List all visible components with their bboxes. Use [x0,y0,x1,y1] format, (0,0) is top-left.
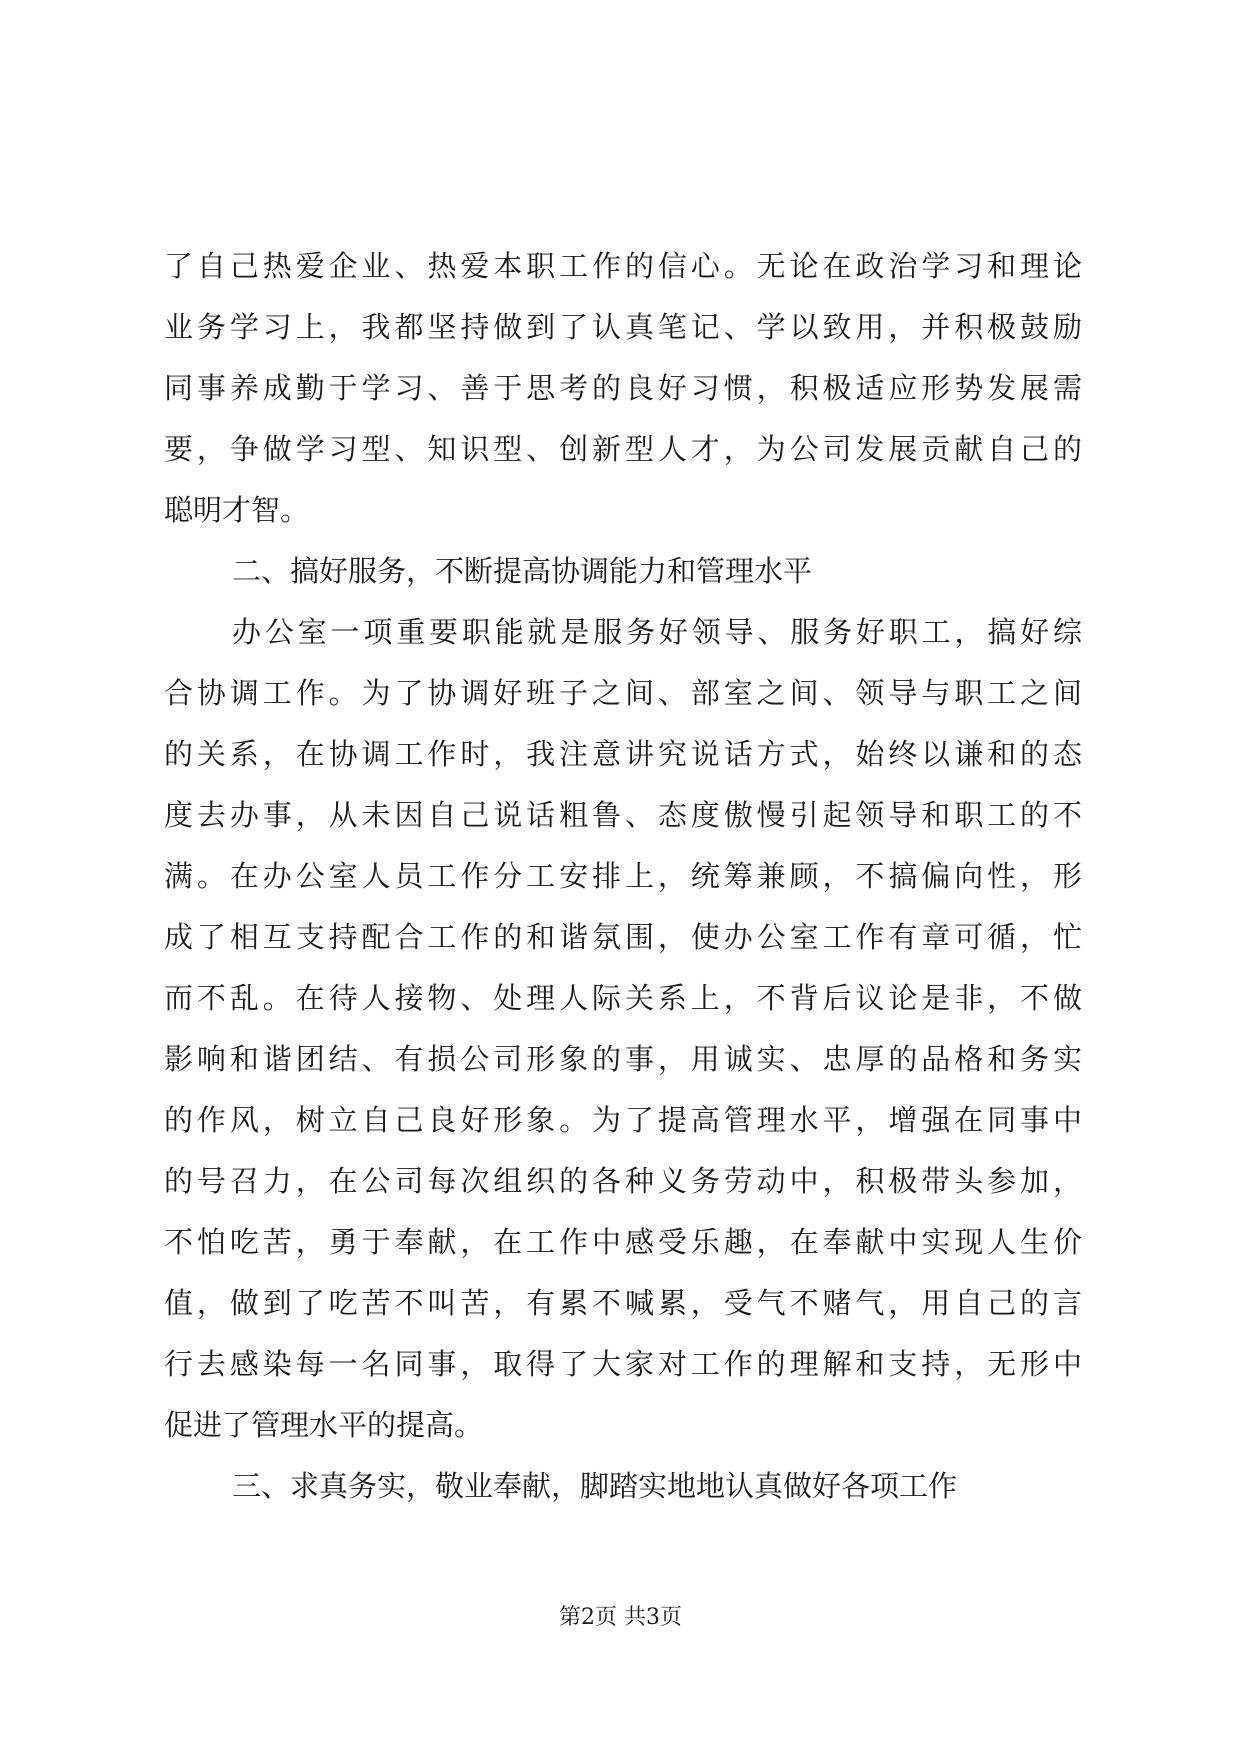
paragraph-line: 影响和谐团结、有损公司形象的事，用诚实、忠厚的品格和务实 [164,1042,1082,1076]
paragraph-line: 的号召力，在公司每次组织的各种义务劳动中，积极带头参加， [164,1164,1082,1198]
paragraph-line: 的作风，树立自己良好形象。为了提高管理水平，增强在同事中 [164,1103,1082,1137]
paragraph-line: 行去感染每一名同事，取得了大家对工作的理解和支持，无形中 [164,1347,1082,1381]
paragraph-line: 聪明才智。 [164,493,310,527]
paragraph-line: 不怕吃苦，勇于奉献，在工作中感受乐趣，在奉献中实现人生价 [164,1225,1082,1259]
paragraph-line: 成了相互支持配合工作的和谐氛围，使办公室工作有章可循，忙 [164,920,1082,954]
paragraph-line: 的关系，在协调工作时，我注意讲究说话方式，始终以谦和的态 [164,737,1082,771]
paragraph-line: 值，做到了吃苦不叫苦，有累不喊累，受气不赌气，用自己的言 [164,1286,1082,1320]
paragraph-line: 而不乱。在待人接物、处理人际关系上，不背后议论是非，不做 [164,981,1082,1015]
paragraph-line: 满。在办公室人员工作分工安排上，统筹兼顾，不搞偏向性，形 [164,859,1082,893]
document-body [164,236,1082,1517]
paragraph-line: 业务学习上，我都坚持做到了认真笔记、学以致用，并积极鼓励 [164,310,1082,344]
paragraph-line: 度去办事，从未因自己说话粗鲁、态度傲慢引起领导和职工的不 [164,798,1082,832]
paragraph-line: 了自己热爱企业、热爱本职工作的信心。无论在政治学习和理论 [164,249,1082,283]
paragraph-line: 同事养成勤于学习、善于思考的良好习惯，积极适应形势发展需 [164,371,1082,405]
section-heading-3: 三、求真务实，敬业奉献，脚踏实地地认真做好各项工作 [232,1469,958,1503]
paragraph-line: 办公室一项重要职能就是服务好领导、服务好职工，搞好综 [232,615,1082,649]
paragraph-line: 合协调工作。为了协调好班子之间、部室之间、领导与职工之间 [164,676,1082,710]
page-number-footer: 第2页 共3页 [559,1605,682,1630]
paragraph-line: 要，争做学习型、知识型、创新型人才，为公司发展贡献自己的 [164,432,1082,466]
paragraph-line: 促进了管理水平的提高。 [164,1408,484,1442]
section-heading-2: 二、搞好服务，不断提高协调能力和管理水平 [232,554,813,588]
